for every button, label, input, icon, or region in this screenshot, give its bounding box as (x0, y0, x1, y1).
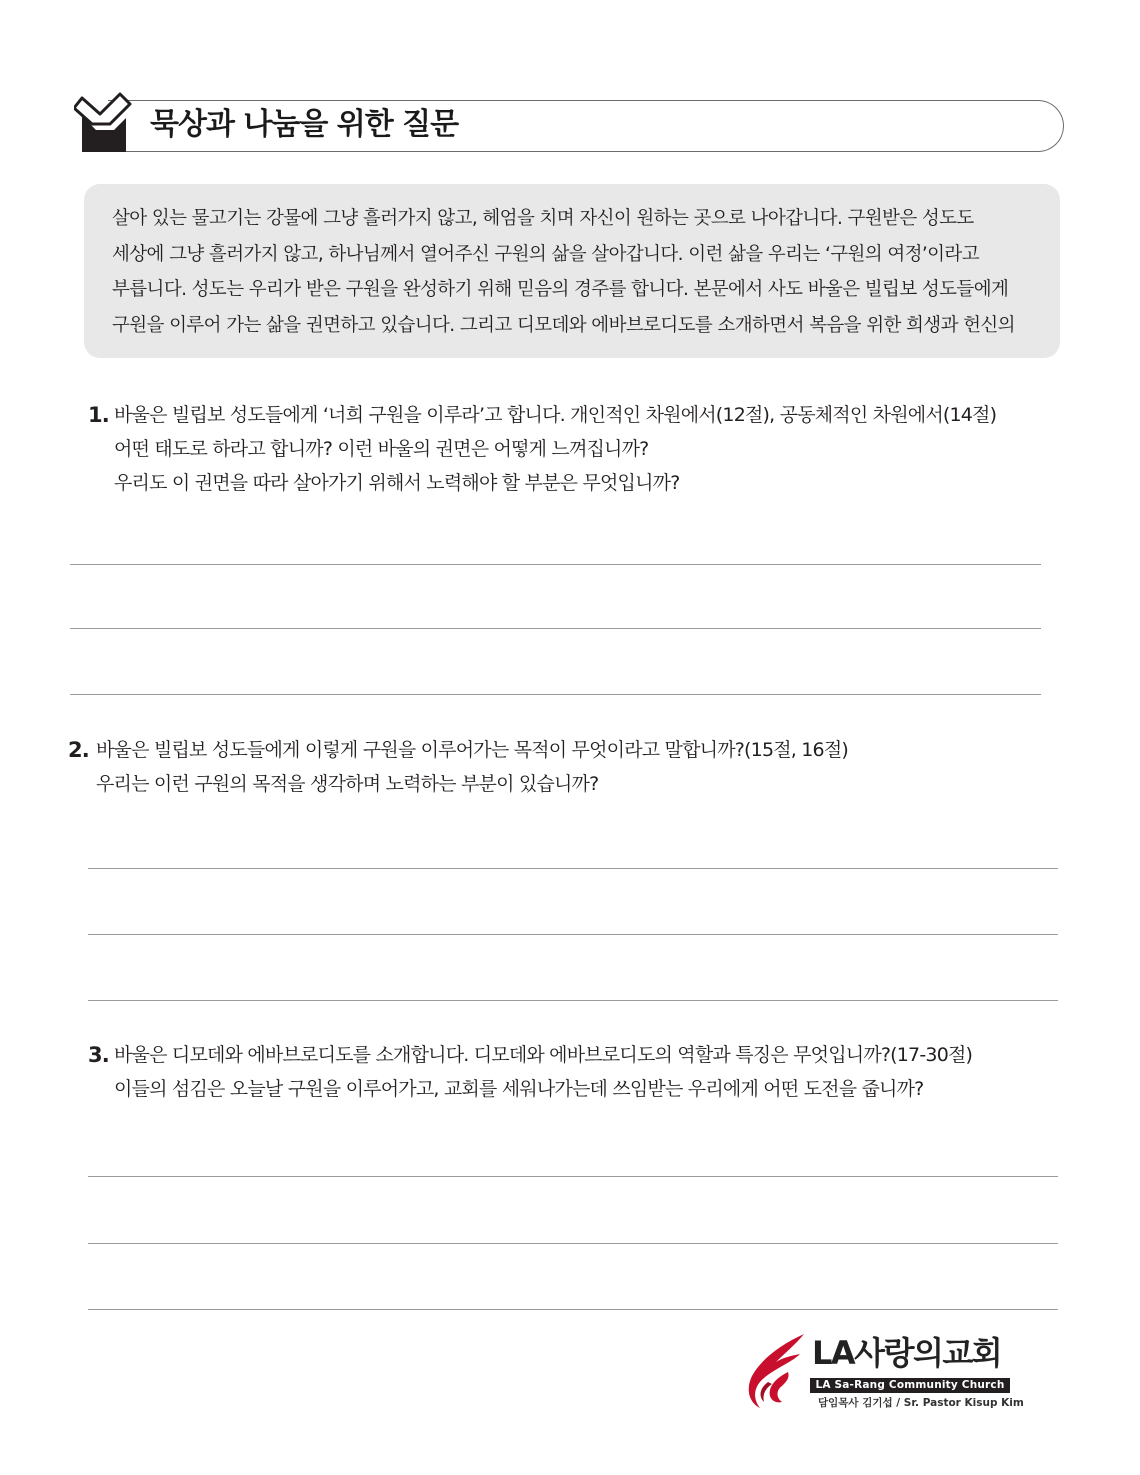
intro-line: 세상에 그냥 흘러가지 않고, 하나님께서 열어주신 구원의 삶을 살아갑니다. 이런 삶을 우리는 ‘구원의 여정’이라고 (112, 243, 979, 265)
answer-line[interactable] (70, 628, 1041, 629)
question-number: 1. (88, 403, 109, 427)
intro-line: 부릅니다. 성도는 우리가 받은 구원을 완성하기 위해 믿음의 경주를 합니다. 본문에서 사도 바울은 빌립보 성도들에게 (112, 279, 1009, 300)
answer-line[interactable] (70, 564, 1041, 565)
question-text: 바울은 빌립보 성도들에게 ‘너희 구원을 이루라’고 합니다. 개인적인 차원에서(12절), 공동체적인 차원에서(14절) (114, 404, 997, 426)
answer-line[interactable] (88, 1000, 1058, 1001)
pastor-credit: 담임목사 김기섭 / Sr. Pastor Kisup Kim (818, 1397, 1024, 1409)
question-text: 바울은 빌립보 성도들에게 이렇게 구원을 이루어가는 목적이 무엇이라고 말합니까?(15절, 16절) (96, 739, 849, 761)
question-text: 어떤 태도로 하라고 합니까? 이런 바울의 권면은 어떻게 느껴집니까? (114, 438, 649, 460)
intro-line: 살아 있는 물고기는 강물에 그냥 흘러가지 않고, 헤엄을 치며 자신이 원하는 곳으로 나아갑니다. 구원받은 성도도 (112, 208, 974, 229)
question-text: 바울은 디모데와 에바브로디도를 소개합니다. 디모데와 에바브로디도의 역할과 특징은 무엇입니까?(17-30절) (114, 1044, 973, 1066)
church-name: LA사랑의교회 (812, 1334, 1002, 1372)
answer-line[interactable] (88, 934, 1058, 935)
page-title: 묵상과 나눔을 위한 질문 (150, 107, 459, 142)
answer-line[interactable] (70, 694, 1041, 695)
checkbox-icon (74, 86, 136, 156)
question-2 (68, 733, 848, 801)
question-1 (88, 398, 996, 500)
question-3 (88, 1038, 972, 1106)
question-number: 2. (68, 738, 89, 762)
flame-logo-icon (742, 1332, 806, 1412)
church-logo (742, 1332, 1022, 1412)
answer-line[interactable] (88, 868, 1058, 869)
question-text: 우리는 이런 구원의 목적을 생각하며 노력하는 부분이 있습니까? (96, 773, 599, 795)
answer-line[interactable] (88, 1176, 1058, 1177)
question-text: 우리도 이 권면을 따라 살아가기 위해서 노력해야 할 부분은 무엇입니까? (114, 472, 680, 494)
intro-line: 구원을 이루어 가는 삶을 권면하고 있습니다. 그리고 디모데와 에바브로디도를 소개하면서 복음을 위한 희생과 헌신의 (112, 314, 1015, 336)
question-number: 3. (88, 1043, 109, 1067)
answer-line[interactable] (88, 1309, 1058, 1310)
question-text: 이들의 섬김은 오늘날 구원을 이루어가고, 교회를 세워나가는데 쓰임받는 우리에게 어떤 도전을 줍니까? (114, 1078, 924, 1100)
answer-line[interactable] (88, 1243, 1058, 1244)
intro-box (84, 184, 1060, 358)
church-english-name: LA Sa-Rang Community Church (810, 1378, 1010, 1393)
